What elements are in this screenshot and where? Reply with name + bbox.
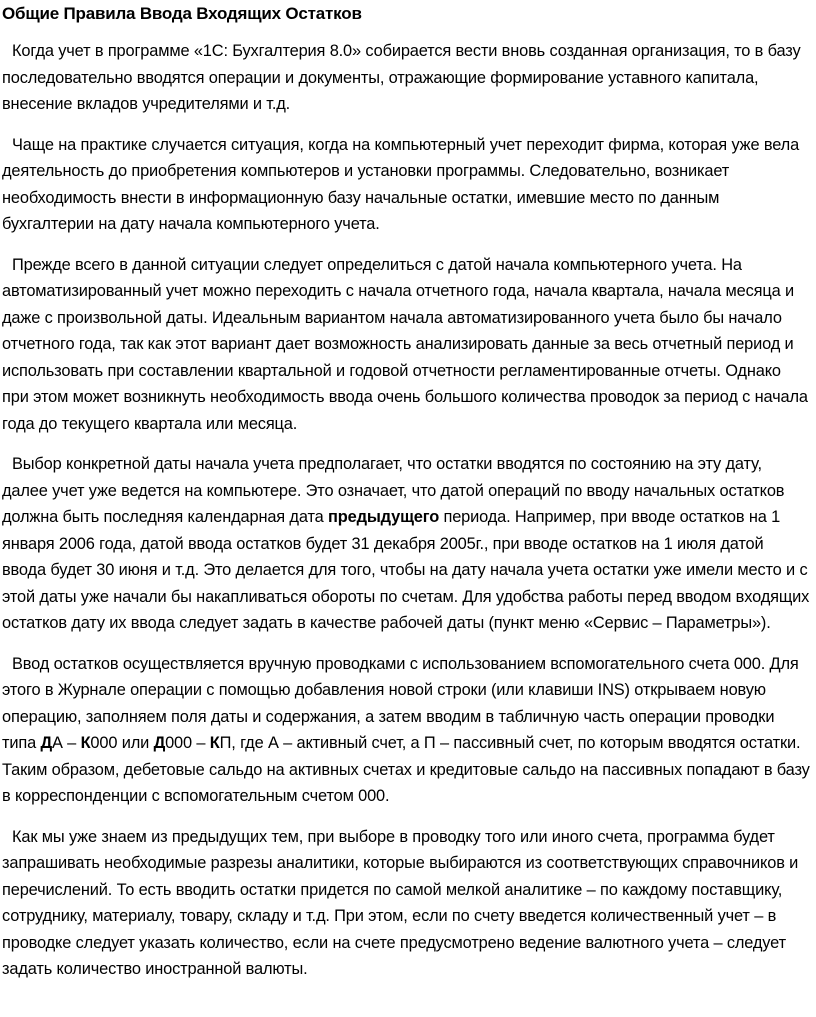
paragraph-5-text-2: А – [52, 734, 81, 752]
paragraph-4-text-after: периода. Например, при вводе остатков на 1 января 2006 года, датой ввода остатков будет 31 декабря 2005г., при вводе остатков на 1 июля датой ввода будет 30 июня и т.д. Это делается для того, чтобы на дату начала учета остатки уже имели место и с этой даты уже начали бы накапливаться обороты по счетам. Для удобства работы перед вводом входящих остатков дату их ввода следует задать в качестве рабочей даты (пункт меню «Сервис – Параметры»). [2, 508, 810, 632]
paragraph-2: Чаще на практике случается ситуация, когда на компьютерный учет переходит фирма, которая уже вела деятельность до приобретения компьютеров и установки программы. Следовательно, возникает необходимость внести в информационную базу начальные остатки, имевшие место по данным бухгалтерии на дату начала компьютерного учета. [2, 135, 800, 233]
paragraph-4-text-before: Выбор конкретной даты начала учета предполагает, что остатки вводятся по состоянию на эту дату, далее учет уже ведется на компьютере. Это означает, что датой операций по вводу начальных остатков должна быть последняя календарная дата [2, 455, 785, 526]
paragraph-5-text-1: Ввод остатков осуществляется вручную проводками с использованием вспомогательного счета 000. Для этого в Журнале операции с помощью добавления новой строки (или клавиши INS) открываем новую операцию, заполняем поля даты и содержания, а затем вводим в табличную часть операции проводки типа [2, 654, 799, 752]
document-title: Общие Правила Ввода Входящих Остатков [2, 4, 362, 23]
paragraph-4 [2, 451, 810, 637]
paragraph-5-text-5: П, где А – активный счет, а П – пассивный счет, по которым вводятся остатки. Таким образом, дебетовые сальдо на активных счетах и кредитовые сальдо на пассивных попадают в базу в корреспонденции с вспомогательным счетом 000. [2, 734, 810, 805]
paragraph-5-text-4: 000 – [165, 734, 210, 752]
paragraph-5-text-3: 000 или [90, 734, 154, 752]
paragraph-5-bold-3: Д [153, 734, 166, 752]
paragraph-6: Как мы уже знаем из предыдущих тем, при выборе в проводку того или иного счета, программа будет запрашивать необходимые разрезы аналитики, которые выбираются из соответствующих справочников и перечислений. То есть вводить остатки придется по самой мелкой аналитике – по каждому поставщику, сотруднику, материалу, товару, складу и т.д. При этом, если по счету введется количественный учет – в проводке следует указать количество, если на счете предусмотрено ведение валютного учета – следует задать количество иностранной валюты. [2, 827, 799, 978]
paragraph-1: Когда учет в программе «1С: Бухгалтерия 8.0» собирается вести вновь созданная организация, то в базу последовательно вводятся операции и документы, отражающие формирование уставного капитала, внесение вкладов учредителями и т.д. [2, 42, 801, 113]
paragraph-3: Прежде всего в данной ситуации следует определиться с датой начала компьютерного учета. На автоматизированный учет можно переходить с начала отчетного года, начала квартала, начала месяца и даже с произвольной даты. Идеальным вариантом начала автоматизированного учета было бы начало отчетного года, так как этот вариант дает возможность анализировать данные за весь отчетный период и использовать при составлении квартальной и годовой отчетности регламентированные отчеты. Однако при этом может возникнуть необходимость ввода очень большого количества проводок за период с начала года до текущего квартала или месяца. [2, 255, 808, 433]
paragraph-5-bold-1: Д [40, 734, 52, 752]
paragraph-4-bold-word: предыдущего [328, 508, 440, 526]
paragraph-5-bold-4: К [209, 734, 220, 752]
paragraph-5-bold-2: К [80, 734, 91, 752]
paragraph-5 [2, 651, 810, 810]
